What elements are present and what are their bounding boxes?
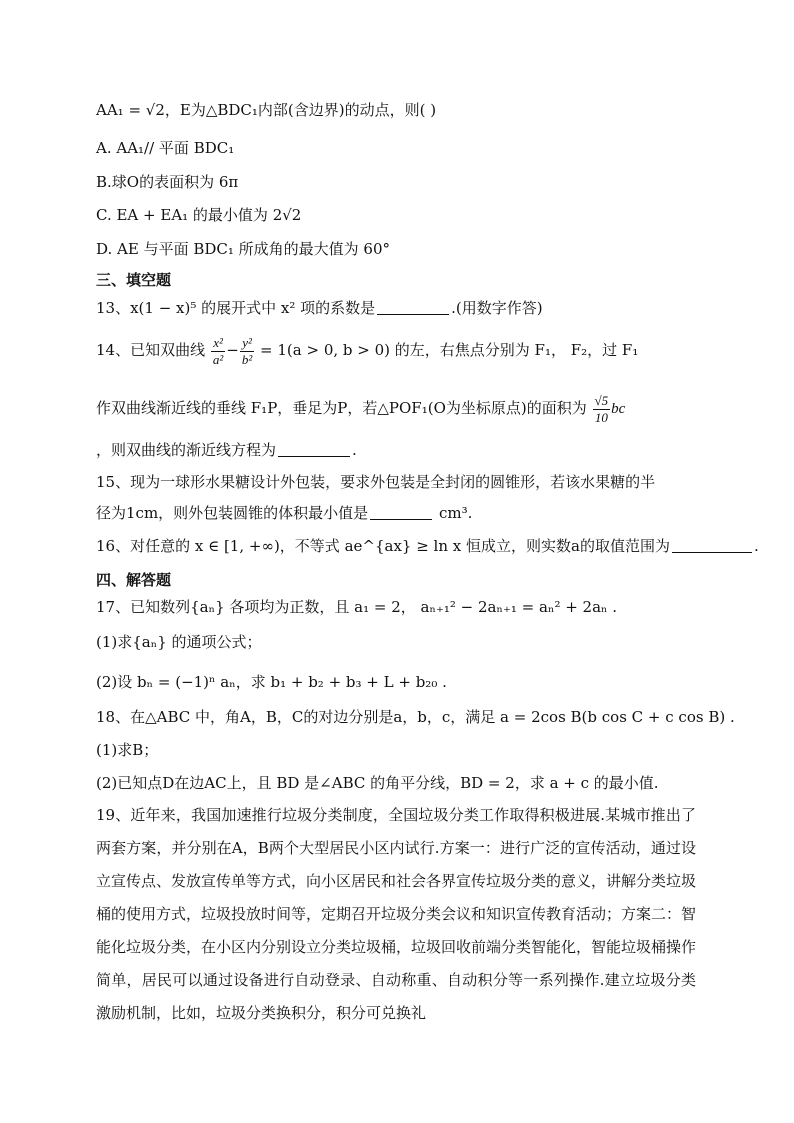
q15-blank bbox=[370, 505, 432, 520]
section-title-answer: 四、解答题 bbox=[96, 571, 172, 589]
q14-minus: − bbox=[226, 341, 239, 359]
option-c: C. EA + EA₁ 的最小值为 2√2 bbox=[96, 206, 302, 224]
q14-frac-area-den: 10 bbox=[594, 409, 608, 425]
q14-frac-x-num: x² bbox=[211, 335, 225, 352]
option-b: B.球O的表面积为 6π bbox=[96, 173, 239, 191]
q16-text: 16、对任意的 x ∈ [1, +∞)，不等式 ae^{ax} ≥ ln x 恒成立，则实数a的取值范围为 bbox=[96, 537, 670, 555]
q14-line3-end: . bbox=[352, 441, 357, 459]
q14-hyperbola-text: = 1(a > 0, b > 0) 的左，右焦点分别为 F₁， F₂，过 F₁ bbox=[260, 341, 639, 359]
question-18-line3: (2)已知点D在边AC上，且 BD 是∠ABC 的角平分线，BD = 2，求 a + c 的最小值. bbox=[96, 774, 659, 792]
q16-blank bbox=[672, 538, 752, 553]
q13-text: 13、x(1 − x)⁵ 的展开式中 x² 项的系数是 bbox=[96, 299, 376, 317]
question-17-line3: (2)设 bₙ = (−1)ⁿ aₙ，求 b₁ + b₂ + b₃ + L + b₂₀ . bbox=[96, 673, 447, 691]
q14-line3-text: ，则双曲线的渐近线方程为 bbox=[96, 441, 277, 459]
q13-suffix: .(用数字作答) bbox=[451, 299, 543, 317]
q14-frac-x-den: a² bbox=[212, 351, 224, 367]
q14-text: 14、已知双曲线 bbox=[96, 341, 206, 359]
q14-fraction-area bbox=[593, 393, 611, 426]
question-14-line2 bbox=[96, 390, 696, 427]
question-14-line1 bbox=[96, 332, 696, 368]
q14-fraction-y bbox=[240, 335, 254, 368]
section-title-fill-in: 三、填空题 bbox=[96, 271, 172, 289]
option-d: D. AE 与平面 BDC₁ 所成角的最大值为 60° bbox=[96, 240, 391, 258]
q14-line2-text: 作双曲线渐近线的垂线 F₁P，垂足为P，若△POF₁(O为坐标原点)的面积为 bbox=[96, 399, 587, 417]
question-17-line2: (1)求{aₙ} 的通项公式； bbox=[96, 633, 262, 651]
question-18-line2: (1)求B； bbox=[96, 741, 159, 759]
question-16 bbox=[96, 536, 759, 556]
q14-bc: bc bbox=[611, 401, 626, 417]
q16-end: . bbox=[753, 537, 759, 555]
q14-frac-area-num: √5 bbox=[594, 392, 609, 408]
question-18-line1: 18、在△ABC 中，角A，B，C的对边分别是a，b，c，满足 a = 2cos B(b cos C + c cos B) . bbox=[96, 708, 735, 726]
question-15-line1: 15、现为一球形水果糖设计外包装，要求外包装是全封闭的圆锥形，若该水果糖的半 bbox=[96, 473, 656, 491]
q14-fraction-x bbox=[211, 335, 225, 368]
question-14-line3 bbox=[96, 440, 696, 460]
option-a: A. AA₁// 平面 BDC₁ bbox=[96, 139, 235, 157]
option-intro: AA₁ = √2，E为△BDC₁内部(含边界)的动点，则( ) bbox=[96, 101, 437, 119]
q13-blank bbox=[377, 300, 449, 315]
q15-unit: cm³. bbox=[434, 504, 473, 522]
q14-frac-y-den: b² bbox=[241, 351, 253, 367]
q15-line2-text: 径为1cm，则外包装圆锥的体积最小值是 bbox=[96, 504, 369, 522]
question-19-paragraph: 19、近年来，我国加速推行垃圾分类制度，全国垃圾分类工作取得积极进展.某城市推出了两套方案，并分别在A，B两个大型居民小区内试行.方案一：进行广泛的宣传活动，通过设立宣传点、发放宣传单等方式，向小区居民和社会各界宣传垃圾分类的意义，讲解分类垃圾桶的使用方式，垃圾投放时间等，定期召开垃圾分类会议和知识宣传教育活动；方案二：智能化垃圾分类，在小区内分别设立分类垃圾桶，垃圾回收前端分类智能化，智能垃圾桶操作简单，居民可以通过设备进行自动登录、自动称重、自动积分等一系列操作.建立垃圾分类激励机制，比如，垃圾分类换积分，积分可兑换礼 bbox=[96, 806, 697, 1022]
question-13 bbox=[96, 298, 696, 318]
question-15-line2 bbox=[96, 503, 696, 523]
q14-frac-y-num: y² bbox=[240, 335, 254, 352]
question-17-line1: 17、已知数列{aₙ} 各项均为正数，且 a₁ = 2， aₙ₊₁² − 2aₙ₊₁ = aₙ² + 2aₙ . bbox=[96, 598, 618, 616]
q14-blank bbox=[278, 442, 350, 457]
